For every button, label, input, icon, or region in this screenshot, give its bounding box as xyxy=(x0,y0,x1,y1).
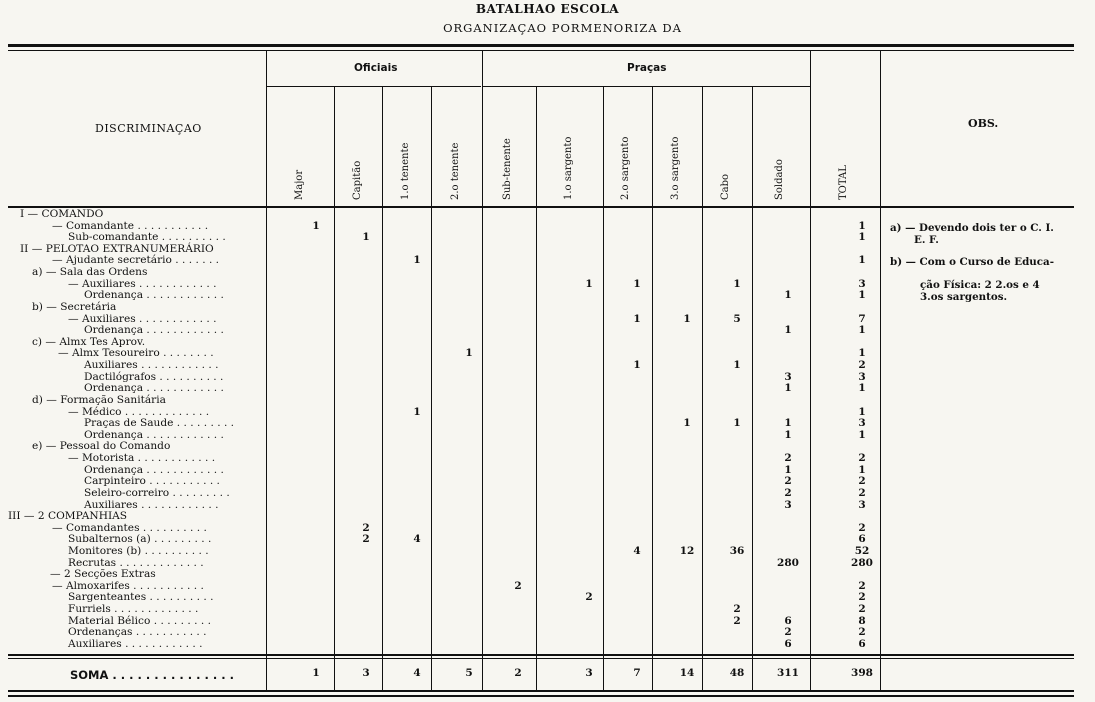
table-cell: 2 xyxy=(858,626,866,639)
table-cell: 1 xyxy=(858,463,866,476)
oficiais-group-rule xyxy=(266,86,481,87)
row-label: Auxiliares . . . . . . . . . . . . xyxy=(68,637,203,650)
table-cell: 2 xyxy=(858,452,866,465)
table-cell: 2 xyxy=(858,486,866,499)
row-label: Ordenança . . . . . . . . . . . . xyxy=(84,324,224,337)
table-cell: 1 xyxy=(362,231,370,244)
table-cell: 1 xyxy=(465,347,473,360)
row-label: Ordenança . . . . . . . . . . . . xyxy=(84,289,224,302)
row-label: Ordenança . . . . . . . . . . . . xyxy=(84,428,224,441)
table-cell: 1 xyxy=(784,463,792,476)
soma-cell: 7 xyxy=(633,667,641,679)
table-cell: 1 xyxy=(858,219,866,232)
table-cell: 1 xyxy=(633,359,641,372)
obs-note-b-cont: ção Física: 2 2.os e 4 xyxy=(920,279,1040,291)
soma-top-rule-2 xyxy=(8,658,1074,659)
table-cell: 2 xyxy=(733,614,741,627)
row-label: — Comandantes . . . . . . . . . . xyxy=(52,521,207,534)
col-header-2o-tenente: 2.o tenente xyxy=(450,142,461,200)
table-cell: 6 xyxy=(858,637,866,650)
table-cell: 1 xyxy=(733,417,741,430)
table-cell: 1 xyxy=(784,324,792,337)
document-title: BATALHAO ESCOLA xyxy=(475,2,620,16)
table-cell: 2 xyxy=(858,521,866,534)
col-divider xyxy=(752,86,753,690)
row-label: — Almoxarifes . . . . . . . . . . . xyxy=(52,579,204,592)
soma-cell: 5 xyxy=(465,667,473,679)
table-cell: 3 xyxy=(858,370,866,383)
table-cell: 1 xyxy=(858,231,866,244)
table-cell: 2 xyxy=(784,475,792,488)
row-label: Auxiliares . . . . . . . . . . . . xyxy=(84,498,219,511)
row-label: — Auxiliares . . . . . . . . . . . . xyxy=(68,312,217,325)
row-label: — Auxiliares . . . . . . . . . . . . xyxy=(68,277,217,290)
table-cell: 5 xyxy=(733,312,741,325)
table-cell: 1 xyxy=(784,428,792,441)
table-cell: 1 xyxy=(858,405,866,418)
row-label: Seleiro-correiro . . . . . . . . . xyxy=(84,486,230,499)
pracas-group-rule xyxy=(482,86,810,87)
table-cell: 2 xyxy=(858,579,866,592)
table-cell: 1 xyxy=(784,417,792,430)
table-cell: 6 xyxy=(784,637,792,650)
row-label: — 2 Secções Extras xyxy=(50,568,156,581)
row-label: e) — Pessoal do Comando xyxy=(32,440,171,453)
table-cell: 2 xyxy=(362,533,370,546)
soma-cell: 4 xyxy=(413,667,421,679)
table-cell: 2 xyxy=(784,452,792,465)
soma-label: SOMA . . . . . . . . . . . . . . . xyxy=(70,668,234,682)
col-divider xyxy=(266,50,267,690)
table-cell: 2 xyxy=(858,359,866,372)
document-subtitle: ORGANIZAÇAO PORMENORIZA DA xyxy=(443,21,682,35)
table-cell: 2 xyxy=(784,626,792,639)
header-bottom-rule xyxy=(8,206,1074,208)
row-label: Subalternos (a) . . . . . . . . . xyxy=(68,533,212,546)
col-divider xyxy=(702,86,703,690)
row-label: Sargenteantes . . . . . . . . . . xyxy=(68,591,214,604)
table-cell: 1 xyxy=(858,428,866,441)
row-label: b) — Secretária xyxy=(32,300,117,313)
bottom-rule-2 xyxy=(8,695,1074,697)
row-label: Furriels . . . . . . . . . . . . . xyxy=(68,603,199,616)
row-label: d) — Formação Sanitária xyxy=(32,393,166,406)
row-label: Dactilógrafos . . . . . . . . . . xyxy=(84,370,224,383)
pracas-group-header: Praças xyxy=(627,62,667,74)
col-header-cabo: Cabo xyxy=(720,173,731,200)
table-cell: 1 xyxy=(683,312,691,325)
row-label: Praças de Saude . . . . . . . . . xyxy=(84,417,235,430)
col-header-capitao: Capitão xyxy=(352,160,363,200)
col-header-total: TOTAL xyxy=(838,165,849,200)
obs-note-a: a) — Devendo dois ter o C. I. xyxy=(890,222,1054,234)
row-label: I — COMANDO xyxy=(20,208,104,220)
table-cell: 1 xyxy=(413,405,421,418)
table-cell: 1 xyxy=(633,312,641,325)
table-cell: 1 xyxy=(733,359,741,372)
row-label: Ordenança . . . . . . . . . . . . xyxy=(84,463,224,476)
row-label: II — PELOTAO EXTRANUMERÁRIO xyxy=(20,242,214,255)
table-cell: 1 xyxy=(585,277,593,290)
table-cell: 1 xyxy=(633,277,641,290)
soma-cell: 398 xyxy=(851,667,873,679)
table-cell: 1 xyxy=(784,382,792,395)
obs-note-b: b) — Com o Curso de Educa- xyxy=(890,256,1054,268)
table-cell: 36 xyxy=(729,544,745,557)
discriminacao-header: DISCRIMINAÇAO xyxy=(95,122,202,135)
table-cell: 280 xyxy=(777,556,799,569)
obs-note-b-cont2: 3.os sargentos. xyxy=(920,291,1008,303)
row-label: Material Bélico . . . . . . . . . xyxy=(68,614,211,627)
row-label: Recrutas . . . . . . . . . . . . . xyxy=(68,556,204,569)
row-label: Auxiliares . . . . . . . . . . . . xyxy=(84,359,219,372)
soma-cell: 48 xyxy=(729,667,745,679)
table-cell: 1 xyxy=(413,254,421,267)
col-divider xyxy=(382,86,383,690)
table-cell: 1 xyxy=(312,219,320,232)
soma-top-rule-1 xyxy=(8,654,1074,656)
col-divider xyxy=(880,50,881,690)
table-cell: 280 xyxy=(851,556,873,569)
col-divider xyxy=(431,86,432,690)
oficiais-group-header: Oficiais xyxy=(354,62,398,74)
table-cell: 4 xyxy=(413,533,421,546)
table-cell: 8 xyxy=(858,614,866,627)
table-cell: 1 xyxy=(858,324,866,337)
table-cell: 2 xyxy=(784,486,792,499)
col-header-3o-sargento: 3.o sargento xyxy=(670,136,681,200)
table-cell: 1 xyxy=(858,289,866,302)
soma-cell: 3 xyxy=(362,667,370,679)
table-cell: 1 xyxy=(784,289,792,302)
row-label: — Comandante . . . . . . . . . . . xyxy=(52,219,209,232)
table-cell: 3 xyxy=(784,370,792,383)
top-rule-thick xyxy=(8,44,1074,47)
col-header-2o-sargento: 2.o sargento xyxy=(620,136,631,200)
table-cell: 6 xyxy=(858,533,866,546)
table-cell: 3 xyxy=(858,277,866,290)
row-label: III — 2 COMPANHIAS xyxy=(8,510,128,523)
row-label: — Ajudante secretário . . . . . . . xyxy=(52,254,220,267)
row-label: — Motorista . . . . . . . . . . . . xyxy=(68,452,216,465)
row-label: — Almx Tesoureiro . . . . . . . . xyxy=(58,347,214,360)
row-label: a) — Sala das Ordens xyxy=(32,266,148,279)
soma-cell: 1 xyxy=(312,667,320,679)
table-cell: 2 xyxy=(858,475,866,488)
col-header-1o-sargento: 1.o sargento xyxy=(563,136,574,200)
obs-note-a-cont: E. F. xyxy=(914,234,939,246)
col-divider xyxy=(482,50,483,690)
row-label: c) — Almx Tes Aprov. xyxy=(32,335,146,348)
row-label: — Médico . . . . . . . . . . . . . xyxy=(68,405,210,418)
table-cell: 7 xyxy=(858,312,866,325)
soma-cell: 311 xyxy=(777,667,799,679)
table-cell: 3 xyxy=(858,417,866,430)
table-cell: 12 xyxy=(679,544,695,557)
col-header-major: Major xyxy=(294,169,305,200)
col-divider xyxy=(652,86,653,690)
row-label: Ordenanças . . . . . . . . . . . xyxy=(68,626,207,639)
table-cell: 1 xyxy=(858,347,866,360)
col-header-soldado: Soldado xyxy=(774,159,785,200)
bottom-rule-1 xyxy=(8,690,1074,692)
table-cell: 1 xyxy=(733,277,741,290)
col-divider xyxy=(536,86,537,690)
table-cell: 1 xyxy=(858,382,866,395)
soma-cell: 14 xyxy=(679,667,695,679)
soma-cell: 2 xyxy=(514,667,522,679)
row-label: Ordenança . . . . . . . . . . . . xyxy=(84,382,224,395)
table-cell: 2 xyxy=(585,591,593,604)
obs-header: OBS. xyxy=(968,117,999,130)
table-cell: 2 xyxy=(733,603,741,616)
row-label: Carpinteiro . . . . . . . . . . . xyxy=(84,475,220,488)
col-header-sub-tenente: Sub-tenente xyxy=(502,138,513,200)
row-label: Monitores (b) . . . . . . . . . . xyxy=(68,544,209,557)
soma-cell: 3 xyxy=(585,667,593,679)
table-cell: 2 xyxy=(858,591,866,604)
top-rule-thin xyxy=(8,50,1074,51)
col-header-1o-tenente: 1.o tenente xyxy=(400,142,411,200)
table-cell: 1 xyxy=(858,254,866,267)
table-cell: 52 xyxy=(854,544,870,557)
table-cell: 3 xyxy=(784,498,792,511)
table-cell: 6 xyxy=(784,614,792,627)
table-cell: 3 xyxy=(858,498,866,511)
col-divider xyxy=(334,86,335,690)
row-label: Sub-comandante . . . . . . . . . . xyxy=(68,231,226,244)
table-cell: 2 xyxy=(514,579,522,592)
table-cell: 2 xyxy=(858,603,866,616)
table-cell: 4 xyxy=(633,544,641,557)
table-cell: 1 xyxy=(683,417,691,430)
table-cell: 2 xyxy=(362,521,370,534)
col-divider xyxy=(810,50,811,690)
